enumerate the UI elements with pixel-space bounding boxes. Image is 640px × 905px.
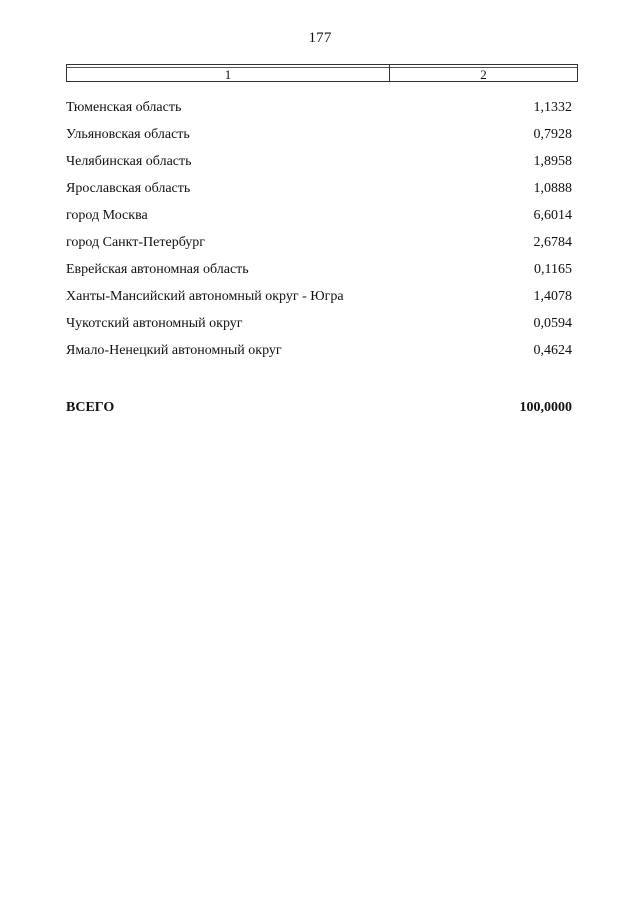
table-row (66, 154, 572, 181)
page-number: 177 (308, 30, 332, 46)
region-name: Ярославская область (66, 181, 191, 196)
region-name: Ульяновская область (66, 127, 190, 142)
region-value: 6,6014 (533, 208, 572, 223)
total-value: 100,0000 (519, 400, 572, 415)
region-table-body (66, 100, 572, 370)
region-name: город Москва (66, 208, 148, 223)
region-name: город Санкт-Петербург (66, 235, 206, 250)
total-row (66, 400, 572, 416)
region-name: Ямало-Ненецкий автономный округ (66, 343, 282, 358)
table-row (66, 343, 572, 370)
table-header-col-1: 1 (67, 65, 390, 81)
table-header (66, 64, 578, 82)
region-name: Челябинская область (66, 154, 192, 169)
region-value: 1,0888 (533, 181, 572, 196)
region-name: Чукотский автономный округ (66, 316, 243, 331)
table-row (66, 289, 572, 316)
table-row (66, 181, 572, 208)
region-value: 0,4624 (533, 343, 572, 358)
table-row (66, 316, 572, 343)
total-label: ВСЕГО (66, 400, 115, 415)
region-name: Еврейская автономная область (66, 262, 249, 277)
region-name: Тюменская область (66, 100, 182, 115)
region-name: Ханты-Мансийский автономный округ - Югра (66, 289, 344, 304)
table-row (66, 127, 572, 154)
table-row (66, 208, 572, 235)
region-value: 0,1165 (534, 262, 572, 277)
table-row (66, 100, 572, 127)
region-value: 1,1332 (533, 100, 572, 115)
table-row (66, 235, 572, 262)
region-value: 0,0594 (533, 316, 572, 331)
table-header-col-2: 2 (480, 67, 487, 82)
table-row (66, 262, 572, 289)
region-value: 1,4078 (533, 289, 572, 304)
region-value: 2,6784 (533, 235, 572, 250)
region-value: 0,7928 (533, 127, 572, 142)
region-value: 1,8958 (533, 154, 572, 169)
